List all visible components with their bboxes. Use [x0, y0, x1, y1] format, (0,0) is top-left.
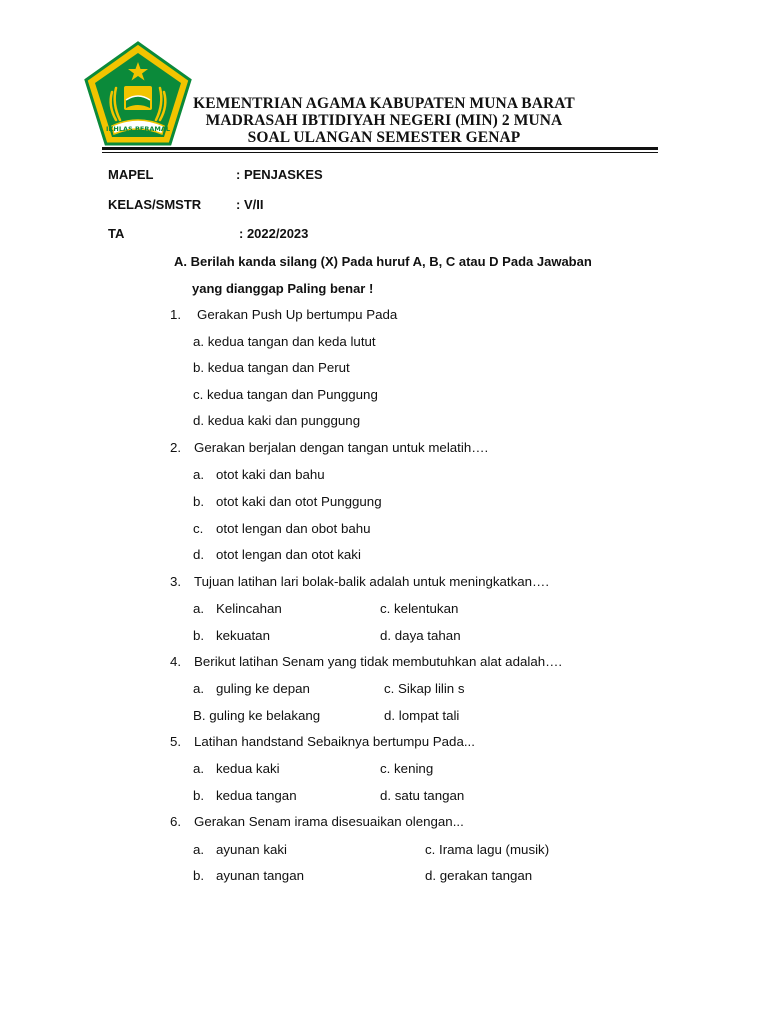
- ta-value: : 2022/2023: [239, 226, 309, 241]
- answer-option: ayunan kaki: [216, 842, 287, 857]
- answer-option: c. Sikap lilin s: [384, 681, 465, 696]
- answer-option: kedua tangan: [216, 788, 297, 803]
- answer-option: otot kaki dan otot Punggung: [216, 494, 382, 509]
- answer-option: otot kaki dan bahu: [216, 467, 325, 482]
- mapel-value: : PENJASKES: [236, 167, 323, 182]
- answer-option: otot lengan dan obot bahu: [216, 521, 371, 536]
- instruction-line-1: A. Berilah kanda silang (X) Pada huruf A, B, C atau D Pada Jawaban: [174, 254, 592, 269]
- ta-label: TA: [108, 226, 125, 241]
- answer-option: a. kedua tangan dan keda lutut: [193, 334, 376, 349]
- option-letter: b.: [193, 868, 205, 883]
- option-letter: b.: [193, 494, 205, 509]
- answer-option: B. guling ke belakang: [193, 708, 321, 723]
- header-line-school: MADRASAH IBTIDIYAH NEGERI (MIN) 2 MUNA: [205, 112, 563, 129]
- header-line-exam: SOAL ULANGAN SEMESTER GENAP: [247, 129, 521, 146]
- answer-option: c. kelentukan: [380, 601, 459, 616]
- question-text: Gerakan Senam irama disesuaikan olengan...: [194, 814, 464, 829]
- question-text: Gerakan Push Up bertumpu Pada: [197, 307, 398, 322]
- option-letter: a.: [193, 761, 205, 776]
- header-divider-thin: [102, 152, 658, 153]
- answer-option: c. Irama lagu (musik): [425, 842, 550, 857]
- question-text: Tujuan latihan lari bolak-balik adalah untuk meningkatkan….: [194, 574, 550, 589]
- option-letter: a.: [193, 681, 205, 696]
- question-text: Gerakan berjalan dengan tangan untuk melatih….: [194, 440, 489, 455]
- option-letter: c.: [193, 521, 204, 536]
- question-number: 3.: [170, 574, 182, 589]
- answer-option: c. kedua tangan dan Punggung: [193, 387, 378, 402]
- option-letter: b.: [193, 788, 205, 803]
- header-line-ministry: KEMENTRIAN AGAMA KABUPATEN MUNA BARAT: [193, 95, 575, 112]
- kelas-label: KELAS/SMSTR: [108, 197, 202, 212]
- answer-option: b. kedua tangan dan Perut: [193, 360, 350, 375]
- answer-option: kedua kaki: [216, 761, 280, 776]
- option-letter: a.: [193, 467, 205, 482]
- kelas-value: : V/II: [236, 197, 264, 212]
- question-text: Berikut latihan Senam yang tidak membutuhkan alat adalah….: [194, 654, 563, 669]
- answer-option: ayunan tangan: [216, 868, 304, 883]
- answer-option: kekuatan: [216, 628, 270, 643]
- option-letter: a.: [193, 601, 205, 616]
- question-number: 2.: [170, 440, 182, 455]
- answer-option: d. gerakan tangan: [425, 868, 533, 883]
- option-letter: b.: [193, 628, 205, 643]
- option-letter: a.: [193, 842, 205, 857]
- question-number: 5.: [170, 734, 182, 749]
- option-letter: d.: [193, 547, 205, 562]
- answer-option: d. lompat tali: [384, 708, 460, 723]
- answer-option: c. kening: [380, 761, 434, 776]
- mapel-label: MAPEL: [108, 167, 154, 182]
- answer-option: d. satu tangan: [380, 788, 465, 803]
- answer-option: d. kedua kaki dan punggung: [193, 413, 361, 428]
- question-number: 6.: [170, 814, 182, 829]
- question-number: 4.: [170, 654, 182, 669]
- answer-option: guling ke depan: [216, 681, 310, 696]
- answer-option: otot lengan dan otot kaki: [216, 547, 361, 562]
- header-divider-thick: [102, 147, 658, 150]
- question-text: Latihan handstand Sebaiknya bertumpu Pada...: [194, 734, 475, 749]
- instruction-line-2: yang dianggap Paling benar !: [192, 281, 374, 296]
- question-number: 1.: [170, 307, 182, 322]
- answer-option: Kelincahan: [216, 601, 282, 616]
- logo-motto: IKHLAS BERAMAL: [105, 125, 171, 133]
- answer-option: d. daya tahan: [380, 628, 461, 643]
